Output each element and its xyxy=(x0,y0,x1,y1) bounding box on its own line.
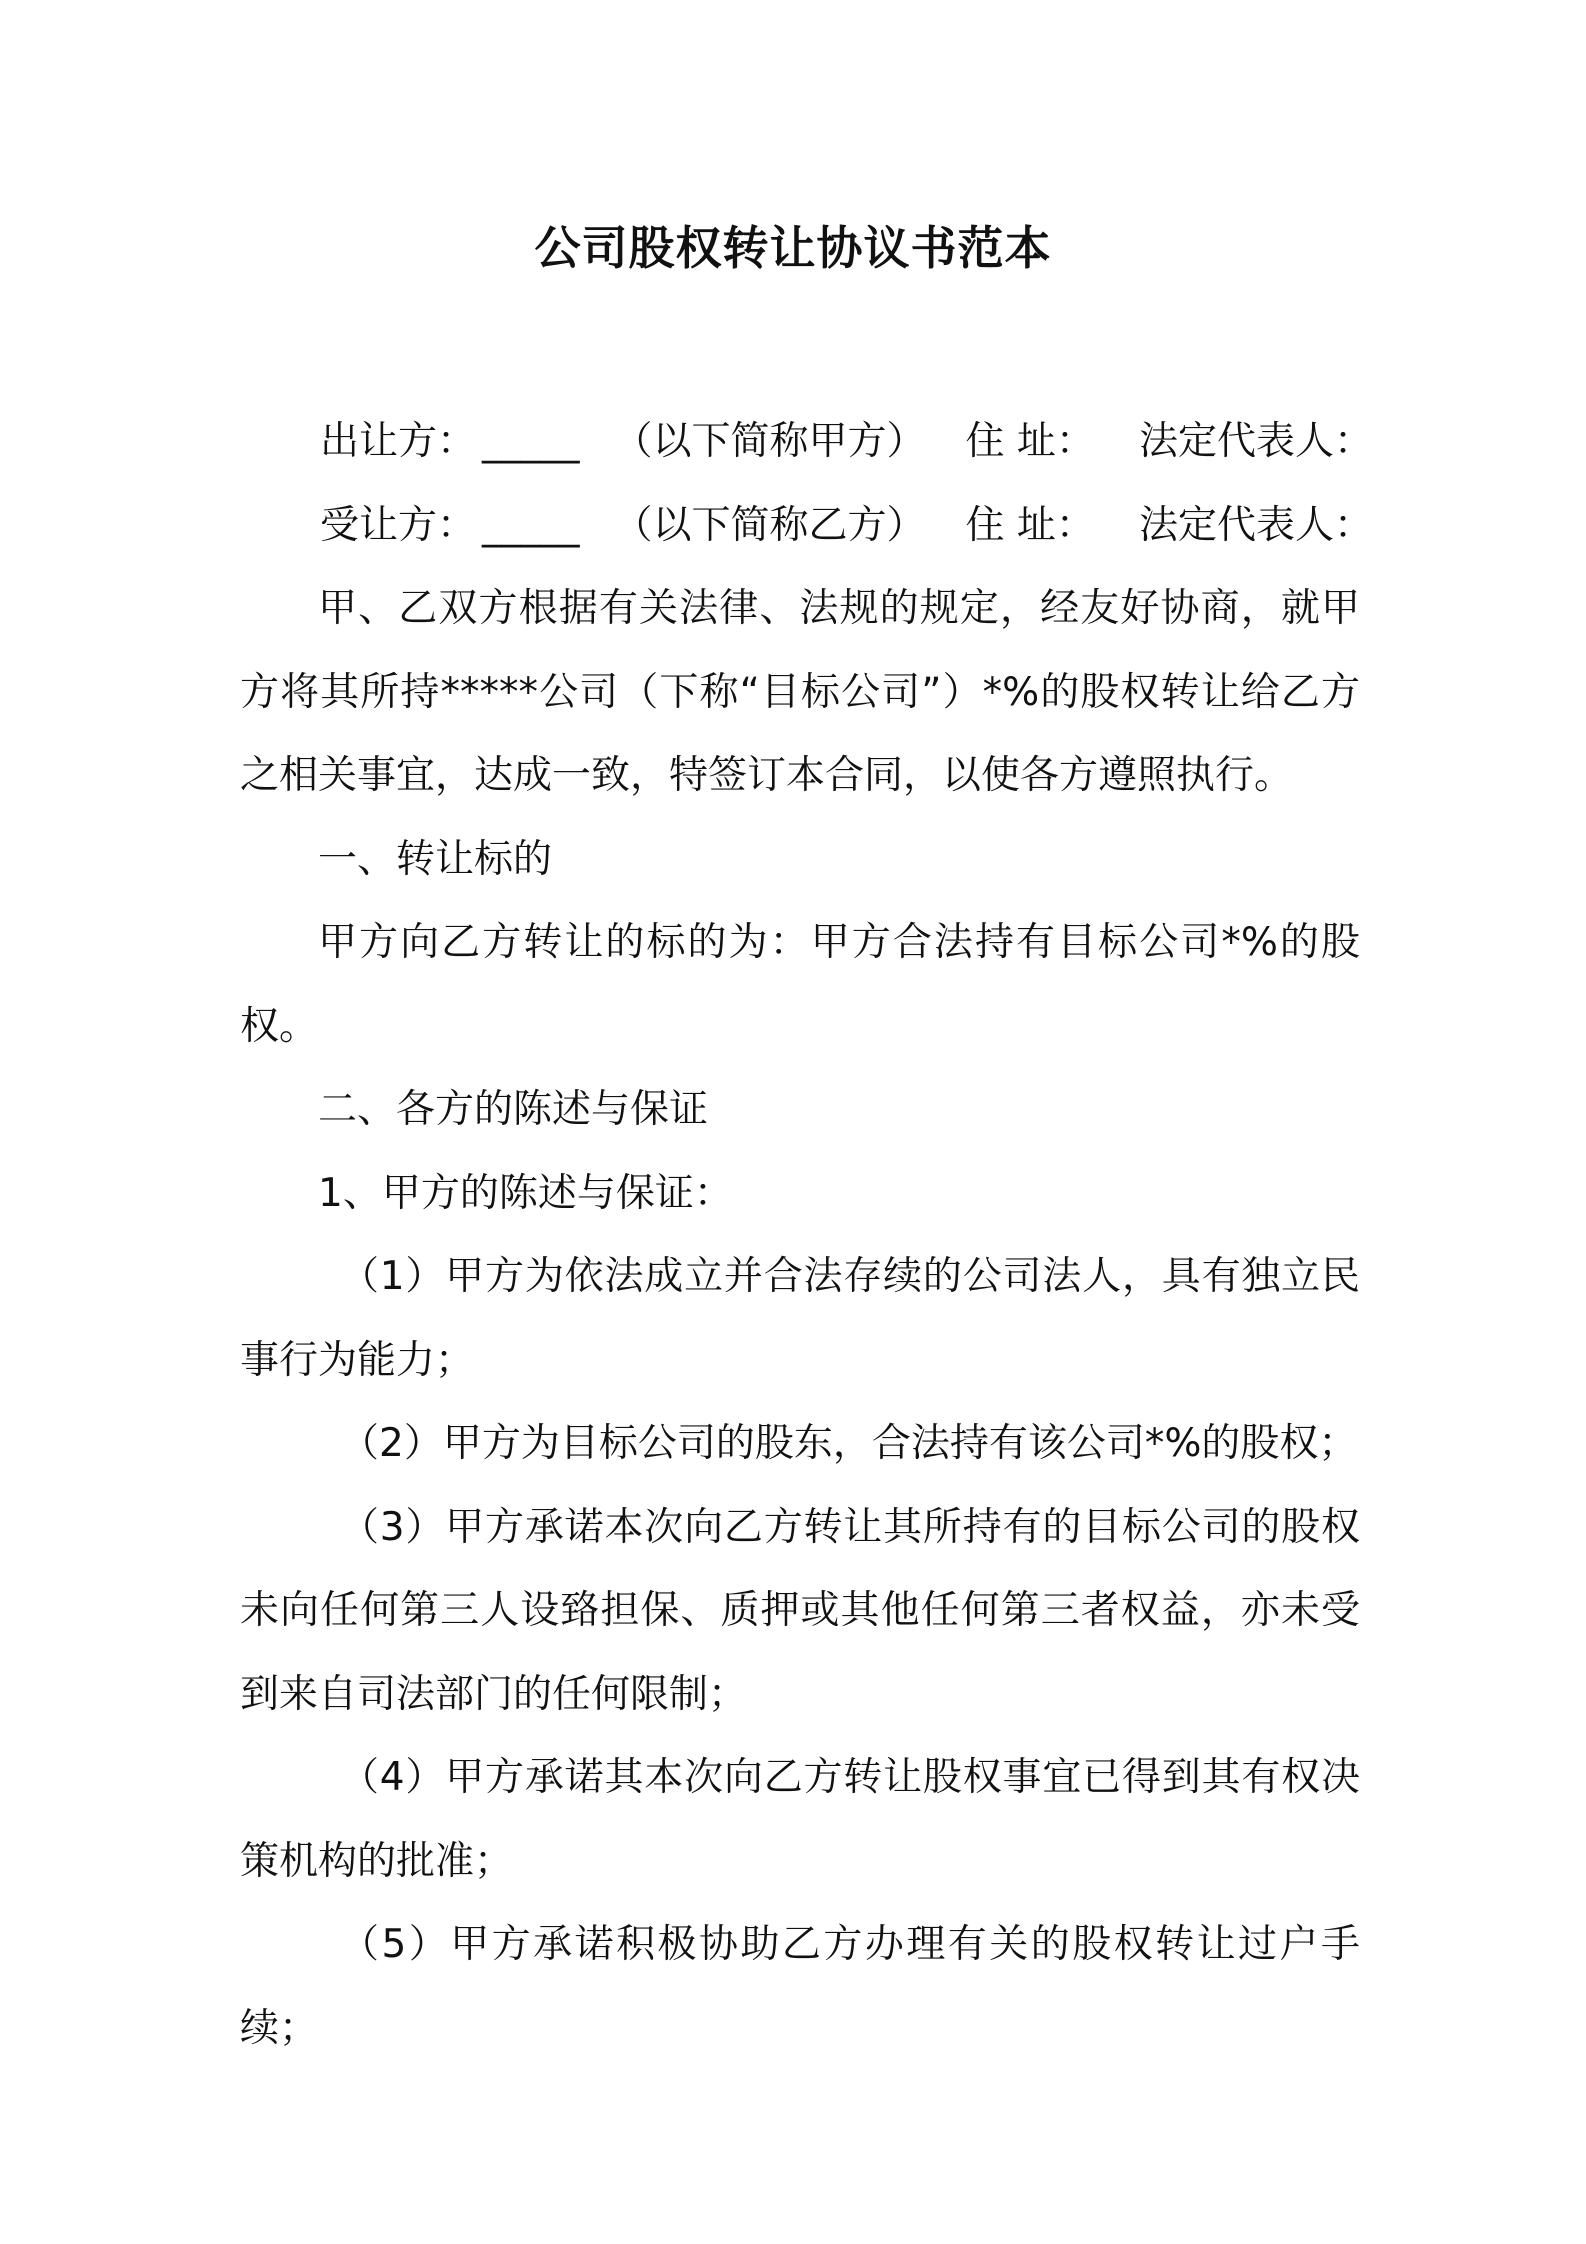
section-2-subheading: 1、甲方的陈述与保证： xyxy=(318,1170,733,1216)
party-a-alias: （以下简称甲方） xyxy=(613,419,926,464)
party-a-rep-label: 法定代表人： xyxy=(1138,419,1373,464)
party-b-line xyxy=(240,484,1373,568)
party-a-label: 出让方： xyxy=(320,419,477,464)
list-item: （5）甲方承诺积极协助乙方办理有关的股权转让过户手续； xyxy=(240,1922,1360,2051)
document-title: 公司股权转让协议书范本 xyxy=(534,221,1052,275)
section-1-text: 甲方向乙方转让的标的为：甲方合法持有目标公司*%的股权。 xyxy=(240,920,1360,1049)
list-item: （4）甲方承诺其本次向乙方转让股权事宜已得到其有权决策机构的批准； xyxy=(240,1755,1360,1884)
party-b-label: 受让方： xyxy=(320,502,477,548)
party-b-alias: （以下简称乙方） xyxy=(613,502,926,548)
intro-paragraph: 甲、乙双方根据有关法律、法规的规定，经友好协商，就甲方将其所持*****公司（下称“目标公司”）*%的股权转让给乙方之相关事宜，达成一致，特签订本合同，以使各方遵照执行。 xyxy=(240,586,1360,798)
list-item: （3）甲方承诺本次向乙方转让其所持有的目标公司的股权未向任何第三人设臵担保、质押或其他任何第三者权益，亦未受到来自司法部门的任何限制； xyxy=(240,1504,1360,1717)
party-b-blank: _____ xyxy=(482,502,580,548)
party-a-blank: _____ xyxy=(482,419,580,464)
document-body xyxy=(240,400,1373,2070)
list-item: （2）甲方为目标公司的股东，合法持有该公司*%的股权； xyxy=(340,1421,1358,1466)
section-1-heading: 一、转让标的 xyxy=(318,836,553,882)
list-item: （1）甲方为依法成立并合法存续的公司法人，具有独立民事行为能力； xyxy=(240,1254,1360,1383)
party-a-line xyxy=(240,400,1373,484)
section-2-heading: 二、各方的陈述与保证 xyxy=(318,1087,709,1132)
party-b-address-label: 住 址： xyxy=(965,502,1095,548)
party-b-rep-label: 法定代表人： xyxy=(1138,502,1373,548)
party-a-address-label: 住 址： xyxy=(965,419,1095,464)
